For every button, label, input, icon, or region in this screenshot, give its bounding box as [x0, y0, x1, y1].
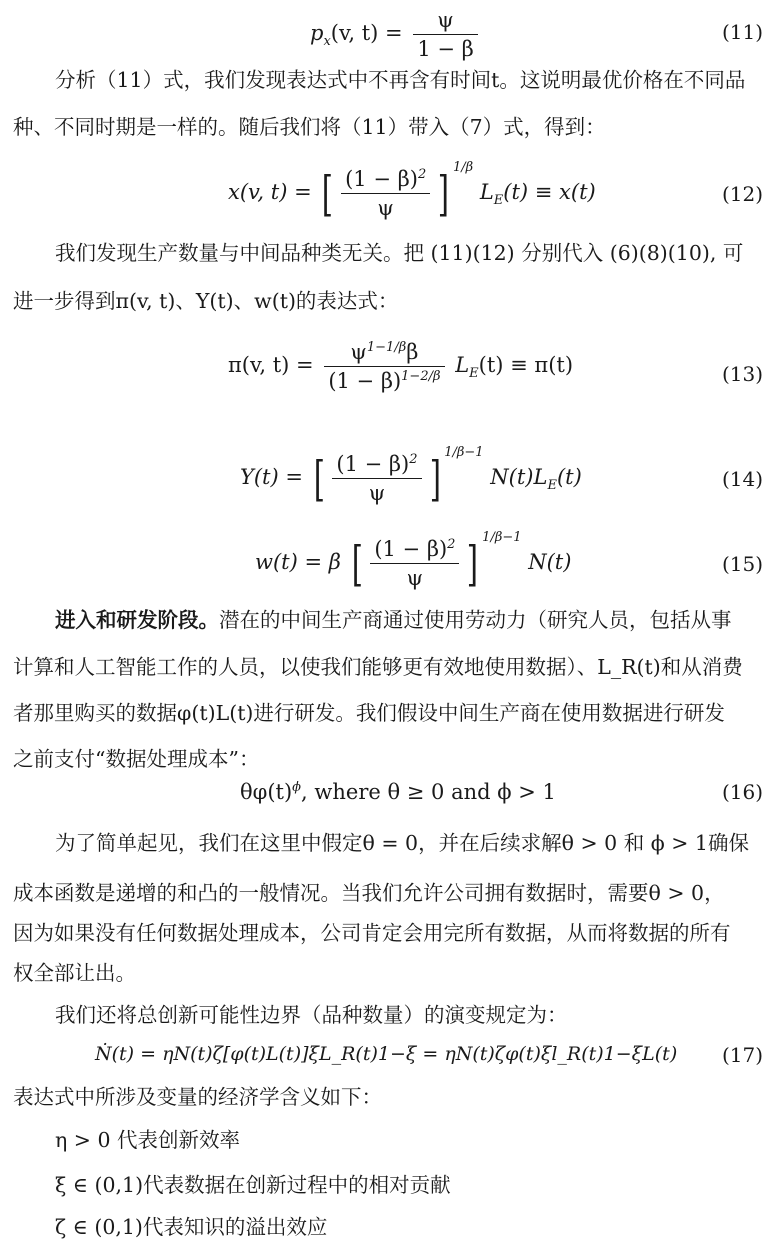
eq11-num: ψ — [413, 8, 477, 35]
eq11-args: (v, t) = — [330, 21, 403, 45]
equation-17 — [0, 1043, 771, 1075]
section-heading: 进入和研发阶段。 — [55, 608, 219, 632]
left-bracket: [ — [313, 450, 325, 507]
eq13-num: ψ — [350, 340, 367, 364]
left-bracket: [ — [351, 535, 363, 592]
eq14-lhs: Y(t) = — [240, 465, 303, 489]
eq15-num: (1 − β) — [374, 537, 448, 561]
eq12-rhs: L — [479, 180, 494, 204]
equation-13 — [0, 340, 771, 400]
left-bracket: [ — [322, 165, 334, 222]
eq12-rhs-tail: (t) ≡ x(t) — [503, 180, 596, 204]
eq16-tail: , where θ ≥ 0 and ϕ > 1 — [301, 780, 556, 804]
eq11-den: 1 − β — [417, 37, 474, 61]
list-item-zeta: ζ ∈ (0,1)代表知识的溢出效应 — [55, 1215, 328, 1239]
eq17-text: Ṅ(t) = ηN(t)ζ[φ(t)L(t)]ξL_R(t)1−ξ = ηN(t)ζφ(t)ξl_R(t)1−ξL(t) — [95, 1043, 678, 1065]
para-1b: 种、不同时期是一样的。随后我们将（11）带入（7）式，得到： — [13, 115, 606, 139]
eq13-tag: (13) — [721, 362, 763, 386]
eq13-rhs-sub: E — [469, 366, 479, 382]
eq14-exp: 1/β−1 — [444, 445, 484, 460]
para-3a — [55, 605, 763, 635]
eq16-text: θφ(t) — [240, 780, 293, 804]
eq16-sup: ϕ — [292, 780, 302, 795]
eq11-lhs: p — [310, 21, 324, 45]
eq14-rhs-tail: (t) — [556, 465, 582, 489]
eq12-num-sup: 2 — [417, 167, 427, 182]
right-bracket: ] — [467, 535, 479, 592]
para-2b: 进一步得到π(v, t)、Y(t)、w(t)的表达式： — [13, 289, 399, 313]
right-bracket: ] — [429, 450, 441, 507]
eq12-tag: (12) — [721, 182, 763, 206]
eq13-rhs: L — [455, 353, 470, 377]
eq16-tag: (16) — [721, 780, 763, 804]
para-4d: 权全部让出。 — [13, 961, 136, 985]
eq14-num: (1 − β) — [336, 452, 410, 476]
eq11-fraction — [413, 8, 477, 61]
para-4c: 因为如果没有任何数据处理成本，公司肯定会用完所有数据，从而将数据的所有 — [13, 921, 731, 945]
para-3c: 者那里购买的数据φ(t)L(t)进行研发。我们假设中间生产商在使用数据进行研发 — [13, 701, 725, 725]
right-bracket: ] — [437, 165, 450, 222]
eq11-sub: x — [323, 34, 331, 50]
eq12-exp-bot: β — [465, 160, 474, 175]
eq12-den: ψ — [377, 196, 394, 220]
para-3b: 计算和人工智能工作的人员，以使我们能够更有效地使用数据）、L_R(t)和从消费 — [13, 655, 743, 679]
para-3a-text: 潜在的中间生产商通过使用劳动力（研究人员，包括从事 — [219, 608, 732, 632]
eq15-den: ψ — [406, 566, 424, 590]
para-3d: 之前支付“数据处理成本”： — [13, 747, 260, 771]
eq13-rhs-tail: (t) ≡ π(t) — [478, 353, 574, 377]
para-6: 表达式中所涉及变量的经济学含义如下： — [13, 1085, 382, 1109]
eq11-tag: (11) — [721, 20, 763, 44]
eq12-num: (1 − β) — [345, 167, 418, 191]
para-4b: 成本函数是递增的和凸的一般情况。当我们允许公司拥有数据时，需要θ > 0， — [13, 881, 725, 905]
eq12-rhs-sub: E — [493, 193, 504, 209]
eq14-fraction — [332, 452, 421, 505]
eq14-rhs-sub: E — [547, 478, 557, 494]
eq14-tag: (14) — [721, 467, 763, 491]
list-item-eta: η > 0 代表创新效率 — [55, 1128, 241, 1152]
eq15-exp: 1/β−1 — [482, 530, 522, 545]
eq15-tag: (15) — [721, 552, 763, 576]
equation-15 — [0, 530, 771, 590]
para-2a: 我们发现生产数量与中间品种类无关。把 (11)(12) 分别代入 (6)(8)(10), 可 — [55, 241, 744, 265]
equation-14 — [0, 445, 771, 505]
eq12-exp-top: 1 — [452, 160, 462, 175]
eq17-tag: (17) — [721, 1043, 763, 1067]
eq13-lhs: π(v, t) = — [228, 353, 314, 377]
eq15-lhs: w(t) = β — [255, 550, 341, 574]
para-1a: 分析（11）式，我们发现表达式中不再含有时间t。这说明最优价格在不同品 — [55, 68, 746, 92]
eq14-rhs: N(t)L — [490, 465, 548, 489]
eq15-num-sup: 2 — [447, 537, 456, 552]
eq14-num-sup: 2 — [409, 452, 418, 467]
eq14-den: ψ — [368, 481, 386, 505]
equation-11 — [0, 2, 771, 62]
eq13-num-tail: β — [406, 340, 419, 364]
list-item-xi: ξ ∈ (0,1)代表数据在创新过程中的相对贡献 — [55, 1173, 451, 1197]
equation-12: x(v, t) = [ $\frac{(1 - \beta)^2}{\psi}$ ] $^{1/\beta}$ $L_E(t) \equiv x(t)$ (12) — [228, 160, 763, 222]
para-4a: 为了简单起见，我们在这里中假定θ = 0，并在后续求解θ > 0 和 ϕ > 1确保 — [55, 831, 749, 855]
eq12-fraction — [341, 167, 430, 220]
para-5: 我们还将总创新可能性边界（品种数量）的演变规定为： — [55, 1003, 568, 1027]
eq13-den-sup: 1−2/β — [401, 369, 441, 384]
eq15-fraction — [370, 537, 459, 590]
eq15-rhs: N(t) — [528, 550, 572, 574]
eq13-den: (1 − β) — [328, 369, 402, 393]
eq13-fraction — [324, 340, 444, 393]
eq13-num-sup: 1−1/β — [366, 340, 407, 355]
eq12-lhs: x(v, t) = — [228, 180, 312, 204]
